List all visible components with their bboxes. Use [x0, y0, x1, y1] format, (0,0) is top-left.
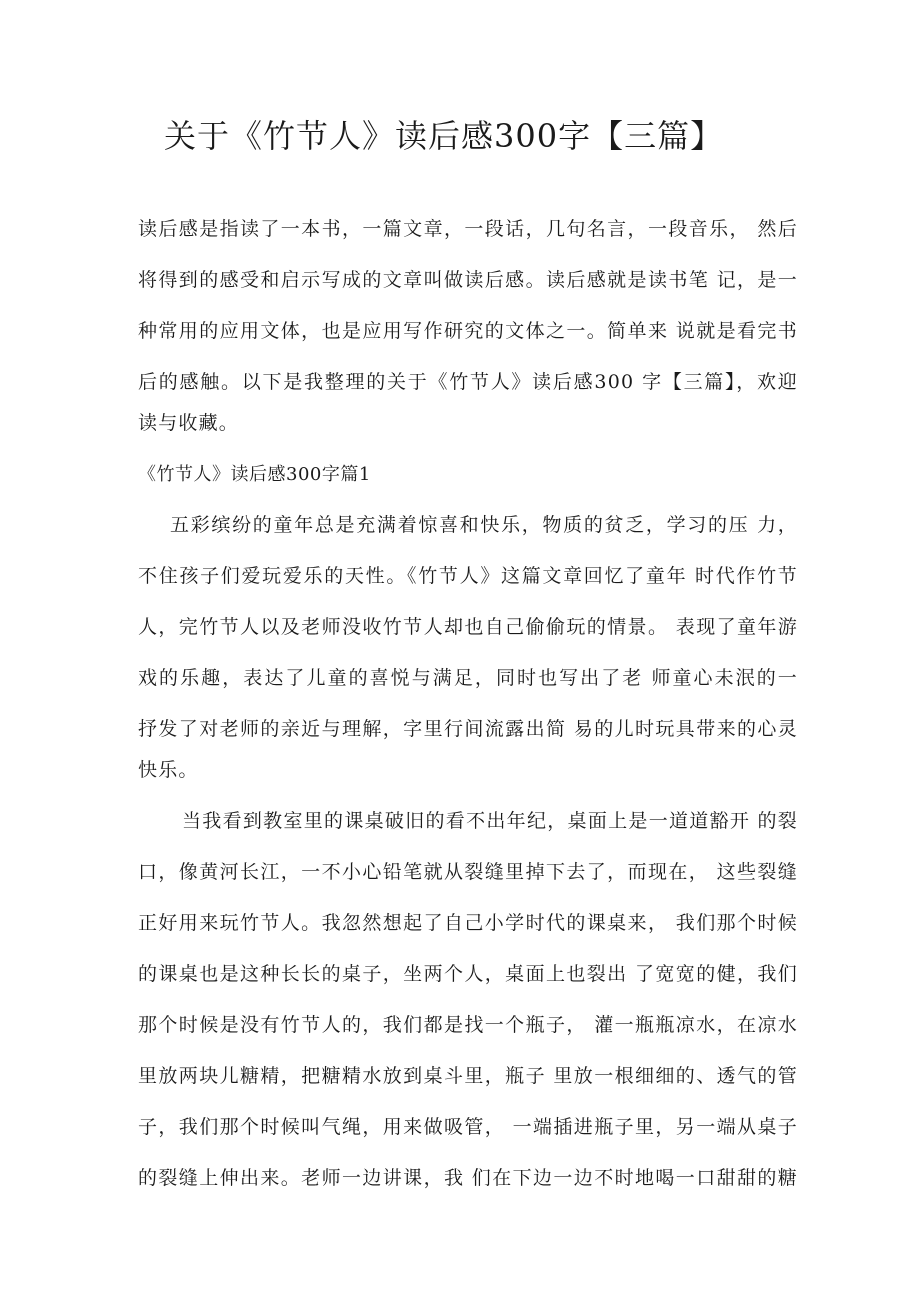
- intro-line: 读后感是指读了一本书，一篇文章，一段话，几句名言，一段音乐， 然后: [138, 218, 798, 240]
- intro-line: 读与收藏。: [138, 412, 240, 434]
- intro-line: 后的感触。以下是我整理的关于《竹节人》读后感300 字【三篇】，欢迎: [138, 371, 798, 393]
- paragraph2-line: 子，我们那个时候叫气绳，用来做吸管， 一端插进瓶子里，另一端从桌子: [138, 1116, 798, 1138]
- paragraph2-line: 那个时候是没有竹节人的，我们都是找一个瓶子， 灌一瓶瓶凉水，在凉水: [138, 1014, 798, 1036]
- paragraph1-line: 抒发了对老师的亲近与理解，字里行间流露出简 易的儿时玩具带来的心灵: [138, 718, 798, 740]
- paragraph1-line: 不住孩子们爱玩爱乐的天性。《竹节人》这篇文章回忆了童年 时代作竹节: [138, 565, 798, 587]
- paragraph1-line: 戏的乐趣，表达了儿童的喜悦与满足，同时也写出了老 师童心未泯的一: [138, 667, 798, 689]
- paragraph1-line: 快乐。: [138, 759, 199, 781]
- paragraph2-line: 当我看到教室里的课桌破旧的看不出年纪，桌面上是一道道豁开 的裂: [182, 810, 798, 832]
- section-heading: 《竹节人》读后感300字篇1: [138, 464, 371, 485]
- paragraph1-line: 五彩缤纷的童年总是充满着惊喜和快乐，物质的贫乏，学习的压 力，: [170, 514, 798, 536]
- paragraph2-line: 里放两块儿糖精，把糖精水放到桌斗里，瓶子 里放一根细细的、透气的管: [138, 1065, 798, 1087]
- paragraph2-line: 的课桌也是这种长长的桌子，坐两个人，桌面上也裂出 了宽宽的健，我们: [138, 963, 798, 985]
- paragraph1-line: 人，完竹节人以及老师没收竹节人却也自己偷偷玩的情景。 表现了童年游: [138, 616, 798, 638]
- intro-line: 将得到的感受和启示写成的文章叫做读后感。读后感就是读书笔 记，是一: [138, 269, 798, 291]
- paragraph2-line: 口，像黄河长江，一不小心铅笔就从裂缝里掉下去了，而现在， 这些裂缝: [138, 861, 798, 883]
- paragraph2-line: 的裂缝上伸出来。老师一边讲课，我 们在下边一边不时地喝一口甜甜的糖: [138, 1167, 798, 1189]
- document-title: 关于《竹节人》读后感300字【三篇】: [164, 117, 724, 155]
- intro-line: 种常用的应用文体，也是应用写作研究的文体之一。简单来 说就是看完书: [138, 320, 798, 342]
- paragraph2-line: 正好用来玩竹节人。我忽然想起了自己小学时代的课桌来， 我们那个时候: [138, 912, 798, 934]
